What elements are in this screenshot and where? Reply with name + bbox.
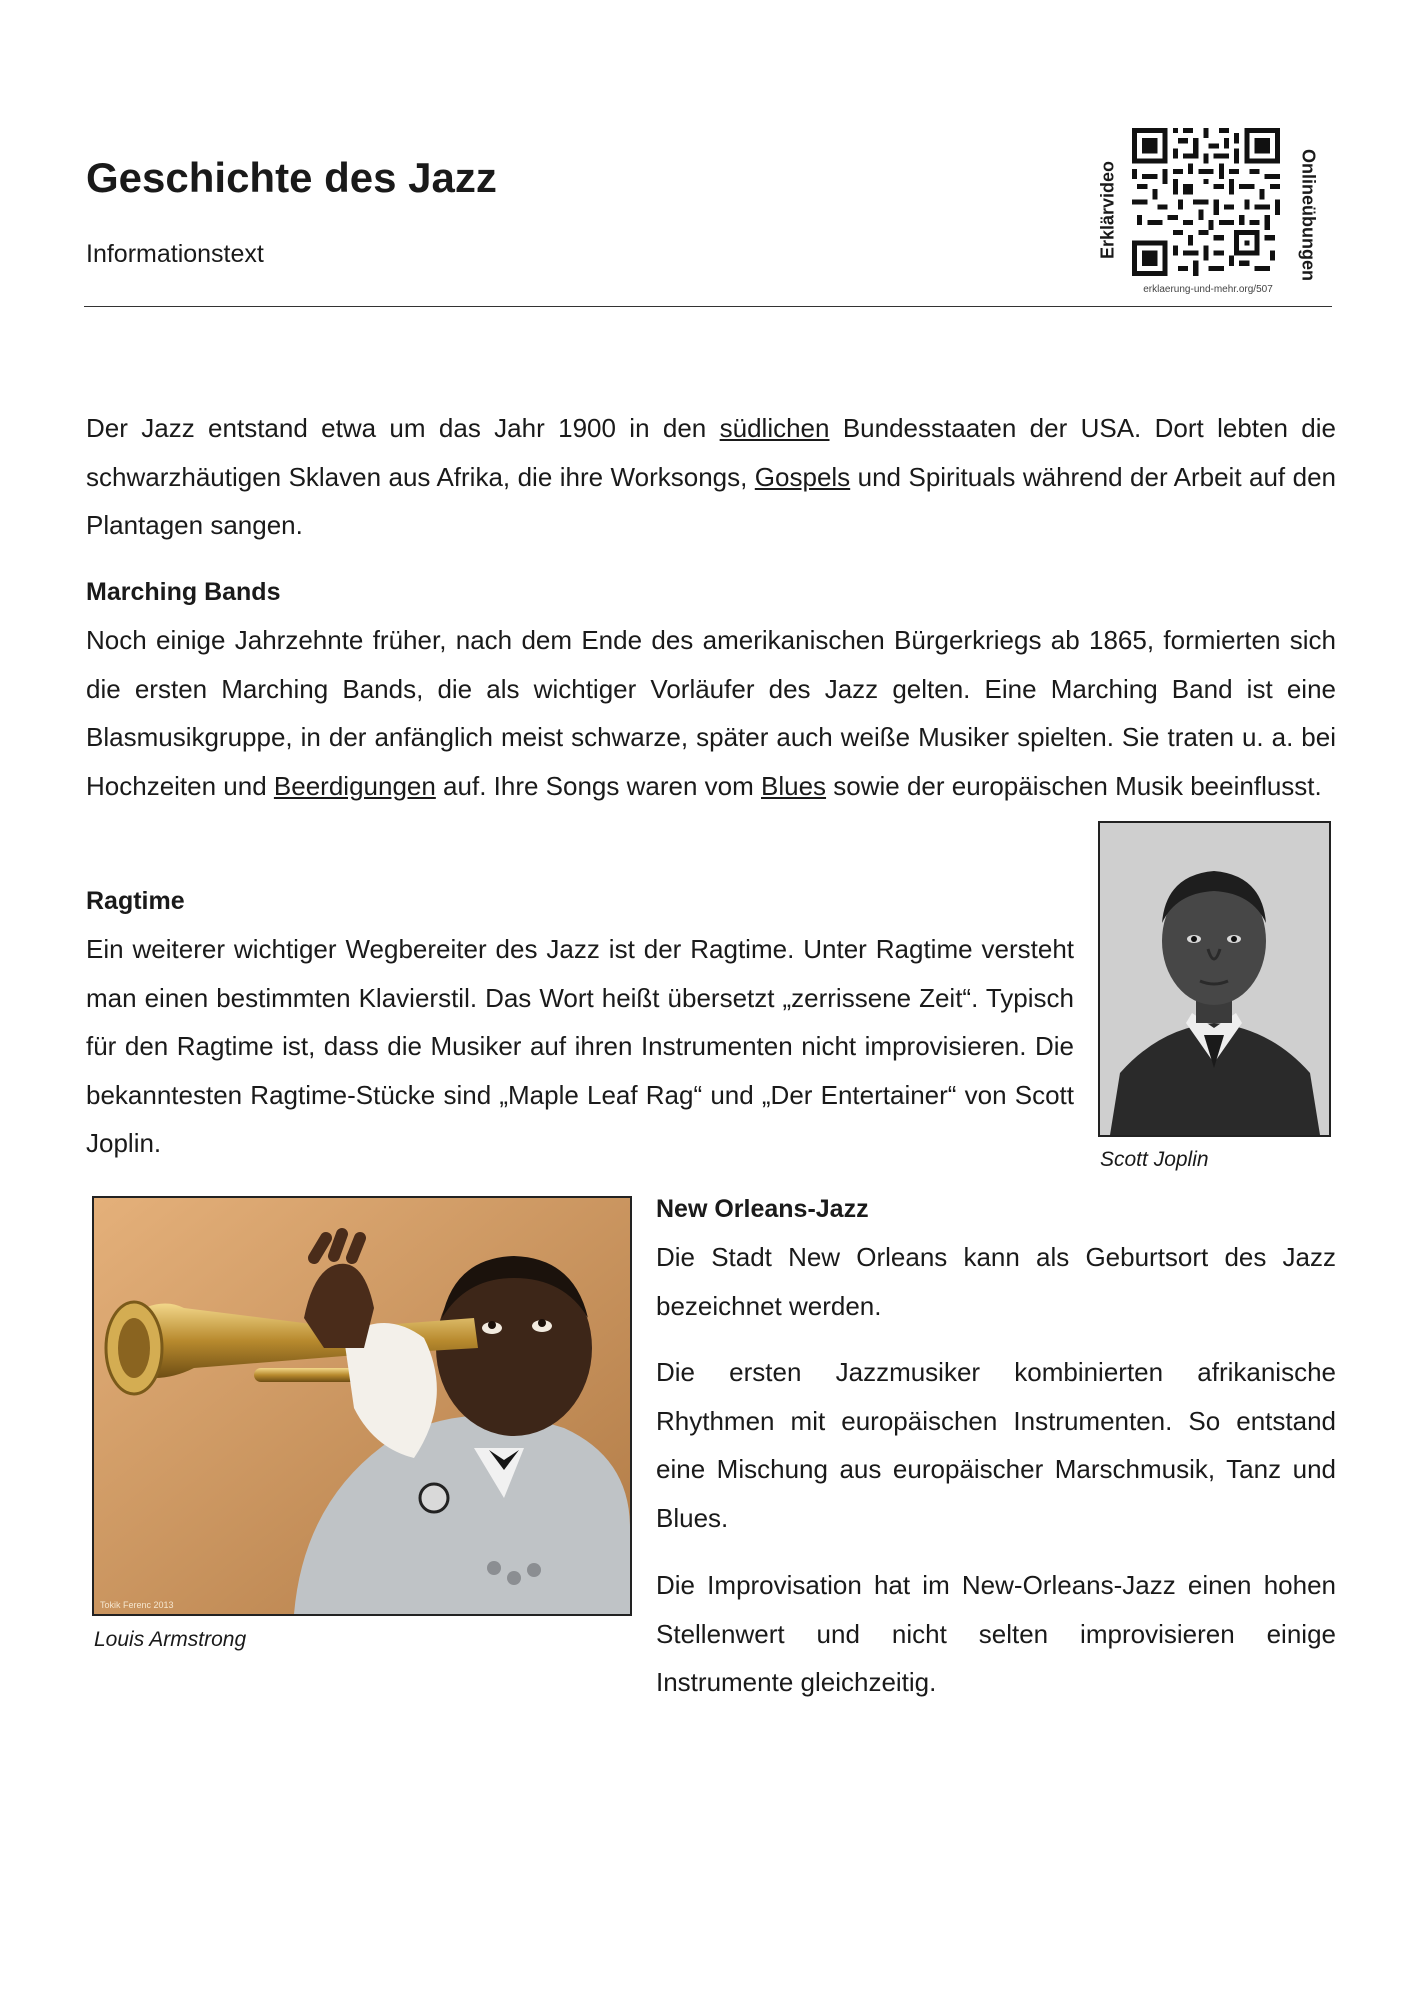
marching-bands-text-1: Noch einige Jahrzehnte früher, nach dem Ende des amerikanischen Bürgerkriegs ab 1865, formierten sich die ersten Marching Bands, die als wichtiger Vorläufer des Jazz gelten. Eine Marching Band ist eine Blasmusikgruppe, in der anfänglich meist schwarze, später auch weiße Musiker spielten. Sie traten u. a. bei Hochzeiten und — [86, 625, 1336, 801]
qr-code[interactable] — [1132, 128, 1280, 276]
link-gospels[interactable]: Gospels — [754, 461, 851, 492]
qr-label-left-text: Erklärvideo — [1097, 160, 1118, 260]
link-blues[interactable]: Blues — [761, 770, 827, 801]
qr-url[interactable]: erklaerung-und-mehr.org/507 — [1143, 284, 1273, 295]
qr-label-explainer-video — [1078, 145, 1138, 275]
intro-text-2: Bundesstaaten der USA. Dort lebten die schwarzhäutigen Sklaven aus Afrika, die ihre Worksongs, — [86, 413, 1336, 492]
intro-text-1: Der Jazz entstand etwa um das Jahr 1900 in den — [86, 413, 720, 443]
link-beerdigungen[interactable]: Beerdigungen — [273, 770, 436, 801]
marching-bands-text-3: sowie der europäischen Musik beeinflusst. — [826, 770, 1322, 801]
scott-joplin-photo — [1098, 821, 1331, 1137]
portrait-illustration — [1100, 823, 1329, 1135]
page-subtitle: Informationstext — [86, 240, 264, 268]
intro-text-3: und Spirituals während der Arbeit auf den Plantagen sangen. — [86, 461, 1336, 540]
marching-bands-text-2: auf. Ihre Songs waren vom — [435, 770, 761, 801]
page-title: Geschichte des Jazz — [86, 154, 497, 201]
new-orleans-paragraph-3: Die Improvisation hat im New-Orleans-Jazz einen hohen Stellenwert und nicht selten improvisieren einige Instrumente gleichzeitig. — [656, 1570, 1336, 1697]
scott-joplin-caption: Scott Joplin — [1100, 1148, 1209, 1171]
link-suedlichen[interactable]: südlichen — [719, 413, 830, 443]
header-divider — [84, 306, 1332, 307]
louis-armstrong-caption: Louis Armstrong — [94, 1628, 247, 1651]
photo-credit: Tokik Ferenc 2013 — [100, 1600, 174, 1610]
marching-bands-paragraph — [86, 616, 1336, 810]
new-orleans-paragraph-1: Die Stadt New Orleans kann als Geburtsort des Jazz bezeichnet werden. — [656, 1242, 1336, 1321]
trumpeter-illustration — [94, 1198, 630, 1614]
new-orleans-paragraph-2: Die ersten Jazzmusiker kombinierten afrikanische Rhythmen mit europäischen Instrumenten. So entstand eine Mischung aus europäischer Marschmusik, Tanz und Blues. — [656, 1357, 1336, 1533]
section-heading-marching-bands: Marching Bands — [86, 578, 281, 606]
ragtime-paragraph: Ein weiterer wichtiger Wegbereiter des Jazz ist der Ragtime. Unter Ragtime versteht man einen bestimmten Klavierstil. Das Wort heißt übersetzt „zerrissene Zeit“. Typisch für den Ragtime ist, dass die Musiker auf ihren Instrumenten nicht improvisieren. Die bekanntesten Ragtime-Stücke sind „Maple Leaf Rag“ und „Der Entertainer“ von Scott Joplin. — [86, 934, 1074, 1158]
section-heading-ragtime: Ragtime — [86, 887, 185, 915]
qr-label-online-exercises — [1278, 140, 1338, 290]
section-heading-new-orleans-jazz: New Orleans-Jazz — [656, 1195, 869, 1223]
intro-paragraph — [86, 404, 1336, 550]
louis-armstrong-photo — [92, 1196, 632, 1616]
qr-label-right-text: Onlineübungen — [1298, 149, 1319, 281]
